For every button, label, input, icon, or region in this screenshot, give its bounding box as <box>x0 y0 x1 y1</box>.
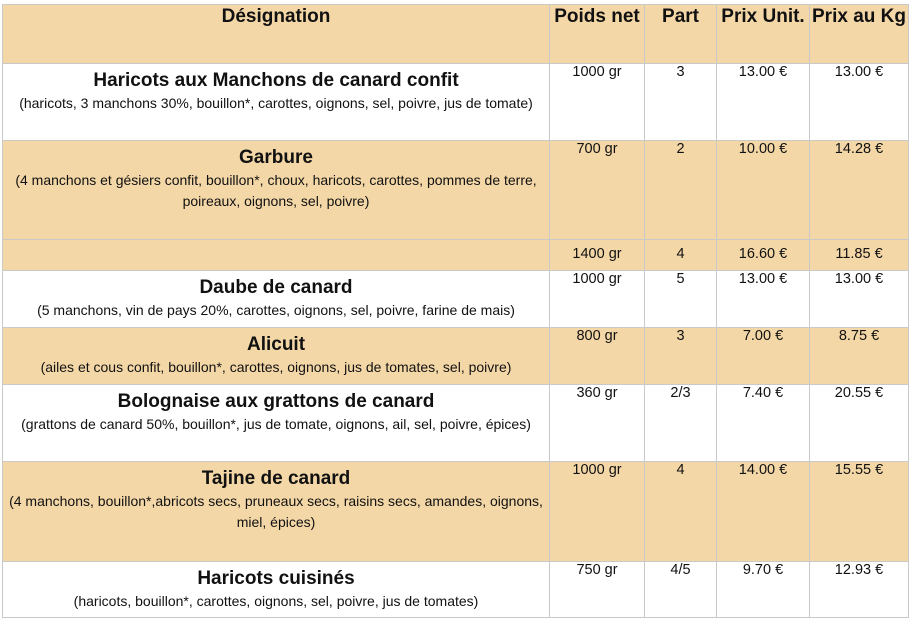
prix-unit-cell: 10.00 € <box>717 141 810 240</box>
product-description <box>3 246 549 247</box>
designation-cell <box>3 141 550 240</box>
product-description: (5 manchons, vin de pays 20%, carottes, oignons, sel, poivre, farine de mais) <box>37 302 515 318</box>
product-description: (4 manchons, bouillon*,abricots secs, pruneaux secs, raisins secs, amandes, oignons, miel, épices) <box>9 493 543 530</box>
product-name: Daube de canard <box>199 277 353 298</box>
poids-cell: 750 gr <box>550 562 645 618</box>
prix-kg-cell: 13.00 € <box>810 271 909 328</box>
table-row <box>3 385 909 462</box>
table-row <box>3 271 909 328</box>
table-row <box>3 141 909 240</box>
part-cell: 2/3 <box>645 385 717 462</box>
prix-unit-cell: 14.00 € <box>717 462 810 562</box>
part-cell: 3 <box>645 328 717 385</box>
table-row <box>3 240 909 271</box>
poids-cell: 1400 gr <box>550 240 645 271</box>
table-header-row <box>3 5 909 64</box>
table-row <box>3 562 909 618</box>
poids-cell: 1000 gr <box>550 462 645 562</box>
table-row <box>3 64 909 141</box>
product-name: Garbure <box>239 147 313 168</box>
prix-kg-cell: 12.93 € <box>810 562 909 618</box>
header-designation: Désignation <box>3 5 550 64</box>
product-description: (ailes et cous confit, bouillon*, carottes, oignons, jus de tomates, sel, poivre) <box>40 359 512 375</box>
poids-cell: 800 gr <box>550 328 645 385</box>
part-cell: 3 <box>645 64 717 141</box>
part-cell: 5 <box>645 271 717 328</box>
prix-kg-cell: 11.85 € <box>810 240 909 271</box>
product-name: Haricots cuisinés <box>197 568 355 589</box>
prix-unit-cell: 7.00 € <box>717 328 810 385</box>
product-name: Bolognaise aux grattons de canard <box>117 391 435 412</box>
prix-unit-cell: 13.00 € <box>717 64 810 141</box>
product-description: (haricots, bouillon*, carottes, oignons, sel, poivre, jus de tomates) <box>73 593 479 609</box>
poids-cell: 1000 gr <box>550 64 645 141</box>
prix-kg-cell: 8.75 € <box>810 328 909 385</box>
prix-unit-cell: 9.70 € <box>717 562 810 618</box>
product-name: Tajine de canard <box>201 468 351 489</box>
prix-unit-cell: 7.40 € <box>717 385 810 462</box>
header-prix-kg: Prix au Kg <box>810 5 909 64</box>
product-name: Alicuit <box>246 334 306 355</box>
poids-cell: 700 gr <box>550 141 645 240</box>
product-description: (grattons de canard 50%, bouillon*, jus de tomate, oignons, ail, sel, poivre, épices) <box>21 416 531 432</box>
header-part: Part <box>645 5 717 64</box>
poids-cell: 1000 gr <box>550 271 645 328</box>
part-cell: 4 <box>645 240 717 271</box>
prix-kg-cell: 14.28 € <box>810 141 909 240</box>
prix-kg-cell: 20.55 € <box>810 385 909 462</box>
part-cell: 4/5 <box>645 562 717 618</box>
designation-cell <box>3 328 550 385</box>
designation-cell <box>3 240 550 271</box>
prix-kg-cell: 13.00 € <box>810 64 909 141</box>
header-prix-unit: Prix Unit. <box>717 5 810 64</box>
designation-cell <box>3 562 550 618</box>
table-row <box>3 328 909 385</box>
prix-unit-cell: 16.60 € <box>717 240 810 271</box>
designation-cell <box>3 271 550 328</box>
designation-cell <box>3 462 550 562</box>
product-description: (haricots, 3 manchons 30%, bouillon*, carottes, oignons, sel, poivre, jus de tomate) <box>19 95 533 111</box>
part-cell: 2 <box>645 141 717 240</box>
table-row <box>3 462 909 562</box>
product-description: (4 manchons et gésiers confit, bouillon*, choux, haricots, carottes, pommes de terre, poireaux, oignons, sel, poivre) <box>15 172 537 209</box>
product-price-table <box>2 4 909 618</box>
part-cell: 4 <box>645 462 717 562</box>
header-poids-net: Poids net <box>550 5 645 64</box>
prix-kg-cell: 15.55 € <box>810 462 909 562</box>
product-name: Haricots aux Manchons de canard confit <box>93 70 459 91</box>
designation-cell <box>3 385 550 462</box>
poids-cell: 360 gr <box>550 385 645 462</box>
designation-cell <box>3 64 550 141</box>
prix-unit-cell: 13.00 € <box>717 271 810 328</box>
